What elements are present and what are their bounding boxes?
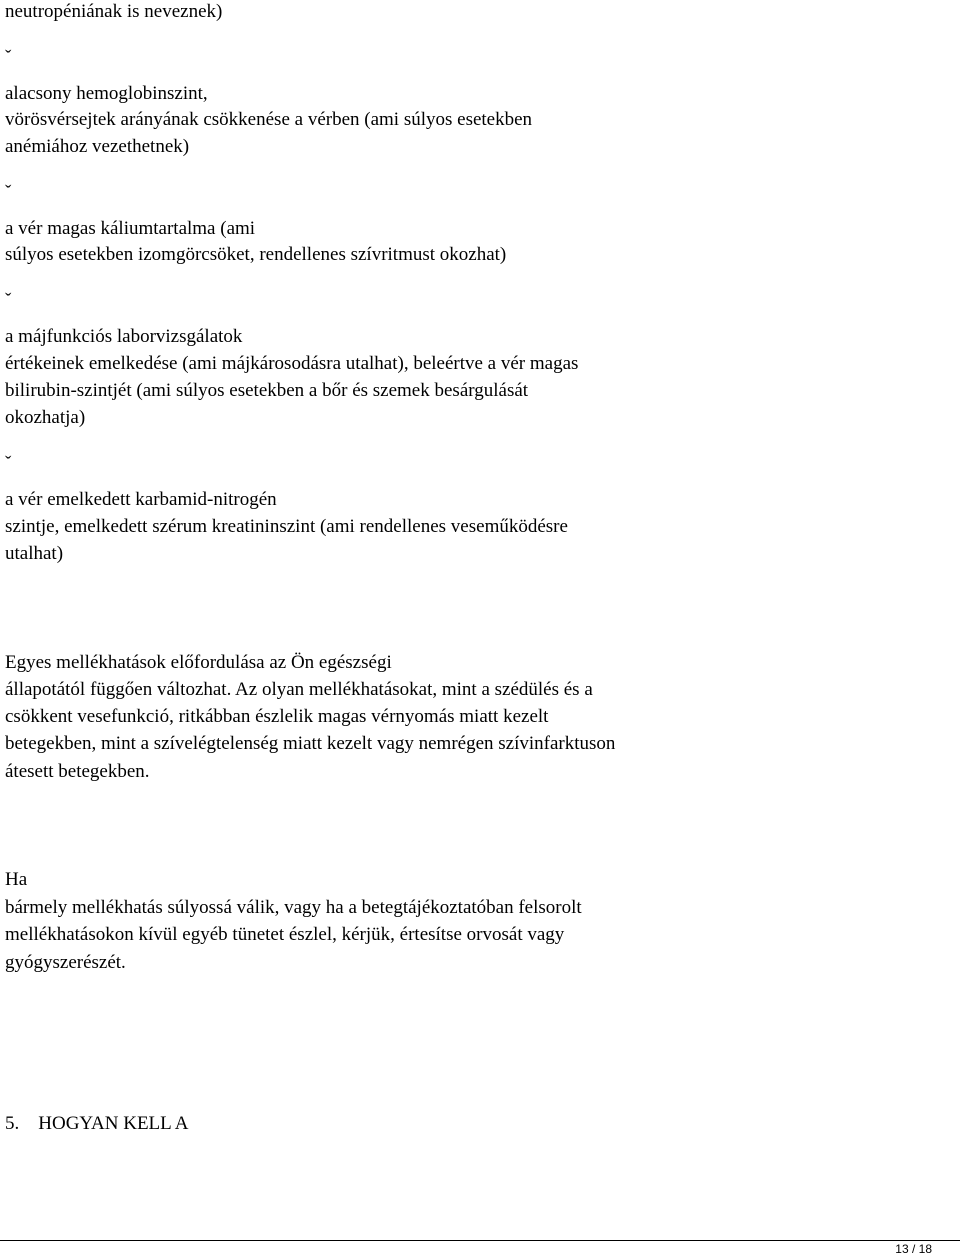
text-line: utalhat) [5,543,64,564]
bullet-marker: ˇ [5,47,12,68]
text-line: mellékhatásokon kívül egyéb tünetet észlel, kérjük, értesítse orvosát vagy [5,924,565,945]
page-number: 13 / 18 [895,1242,932,1256]
bullet-marker: ˇ [5,453,12,474]
text-line: szintje, emelkedett szérum kreatininszint (ami rendellenes veseműködésre [5,516,568,537]
text-line: bármely mellékhatás súlyossá válik, vagy ha a betegtájékoztatóban felsorolt [5,897,582,918]
text-line: a vér emelkedett karbamid-nitrogén [5,489,277,510]
text-line: a vér magas káliumtartalma (ami [5,218,256,239]
text-line: csökkent vesefunkció, ritkábban észlelik magas vérnyomás miatt kezelt [5,706,549,727]
text-line: okozhatja) [5,407,86,428]
text-line: neutropéniának is neveznek) [5,1,223,22]
text-line: Ha [5,869,28,890]
text-line: gyógyszerészét. [5,952,126,973]
text-line: vörösvérsejtek arányának csökkenése a vérben (ami súlyos esetekben [5,109,533,130]
bullet-marker: ˇ [5,290,12,311]
text-line: anémiához vezethetnek) [5,136,190,157]
text-line: súlyos esetekben izomgörcsöket, rendellenes szívritmust okozhat) [5,244,507,265]
text-line: értékeinek emelkedése (ami májkárosodásra utalhat), beleértve a vér magas [5,353,579,374]
text-line: bilirubin-szintjét (ami súlyos esetekben a bőr és szemek besárgulását [5,380,529,401]
text-line: alacsony hemoglobinszint, [5,83,208,104]
text-line: a májfunkciós laborvizsgálatok [5,326,243,347]
text-line: átesett betegekben. [5,761,150,782]
text-line: betegekben, mint a szívelégtelenség miatt kezelt vagy nemrégen szívinfarktuson [5,733,616,754]
footer-divider [0,1240,960,1241]
text-line: állapotától függően változhat. Az olyan mellékhatásokat, mint a szédülés és a [5,679,593,700]
text-line: Egyes mellékhatások előfordulása az Ön egészségi [5,652,392,673]
section-heading: 5. HOGYAN KELL A [5,1113,189,1134]
bullet-marker: ˇ [5,182,12,203]
